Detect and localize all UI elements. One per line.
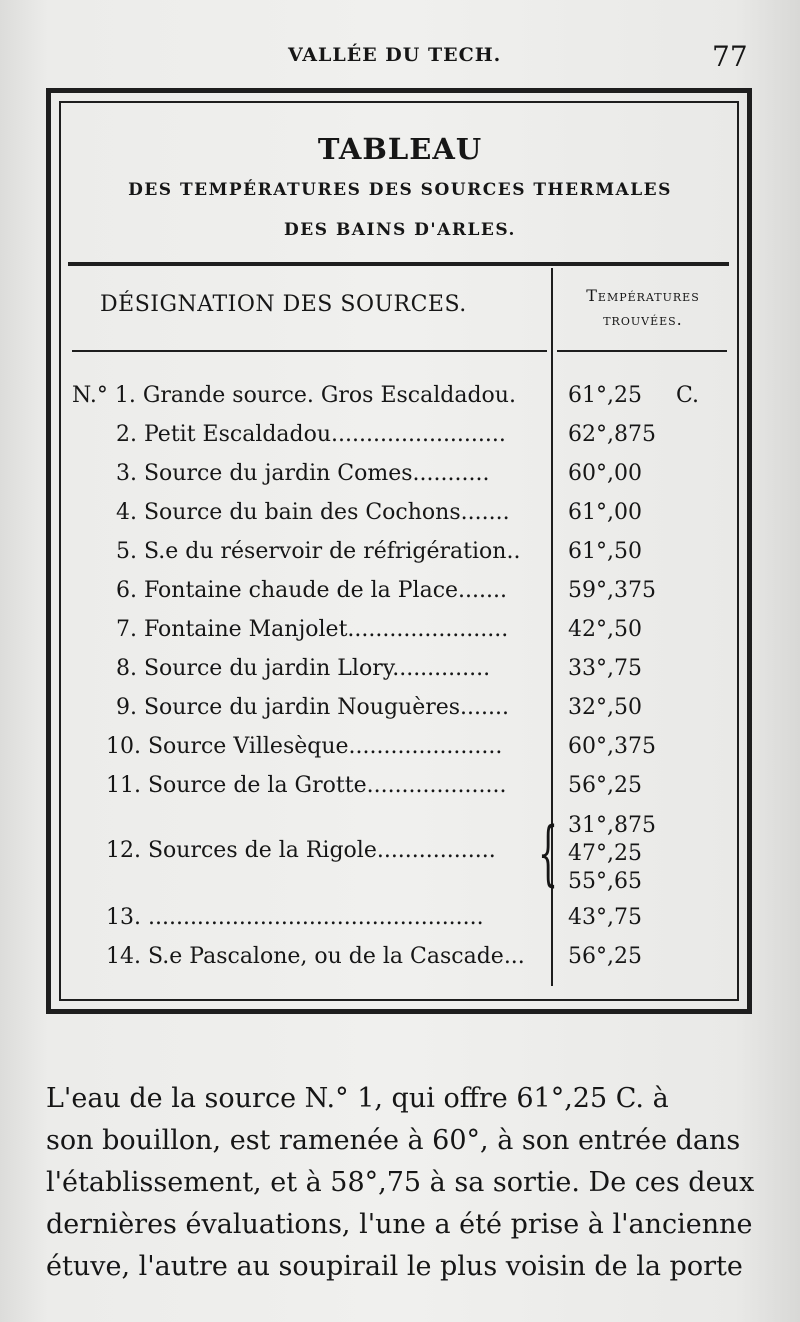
row-temperature: 61°,00 [568, 500, 642, 525]
column-header-rule-left [72, 350, 547, 352]
row-label: 14. S.e Pascalone, ou de la Cascade... [106, 944, 525, 969]
row-temperature: 56°,25 [568, 944, 642, 969]
body-line: L'eau de la source N.° 1, qui offre 61°,25 C. à [46, 1083, 669, 1114]
row-label: 9. Source du jardin Nouguères....... [116, 695, 510, 720]
row-temperature: 32°,50 [568, 695, 642, 720]
row-label: 13. ................................................ [106, 905, 484, 930]
table-row [72, 835, 552, 867]
row-label: 6. Fontaine chaude de la Place....... [116, 578, 507, 603]
row-temperature: 59°,375 [568, 578, 656, 603]
page-header [0, 40, 800, 80]
body-line: dernières évaluations, l'une a été prise à l'ancienne [46, 1209, 753, 1240]
body-line: son bouillon, est ramenée à 60°, à son entrée dans [46, 1125, 741, 1156]
table-row [72, 653, 552, 685]
column-header-temperatures-line2: trouvées. [603, 310, 683, 329]
column-header-designation: DÉSIGNATION DES SOURCES. [100, 292, 467, 317]
row-label: 10. Source Villesèque...................... [106, 734, 503, 759]
running-title: VALLÉE DU TECH. [288, 44, 502, 66]
column-header-temperatures-line1: Températures [586, 286, 700, 305]
row-label: 7. Fontaine Manjolet....................... [116, 617, 509, 642]
row-label: 2. Petit Escaldadou......................... [116, 422, 506, 447]
row-temperature: 55°,65 [568, 869, 642, 894]
row-label: 5. S.e du réservoir de réfrigération.. [116, 539, 521, 564]
table-row [72, 731, 552, 763]
row-temperature: 47°,25 [568, 841, 642, 866]
row-label: 12. Sources de la Rigole................. [106, 838, 496, 863]
table-row [72, 419, 552, 451]
row-label: 11. Source de la Grotte.................... [106, 773, 507, 798]
row-label: N.° 1. Grande source. Gros Escaldadou. [72, 383, 516, 408]
table-row [72, 902, 552, 934]
row-temperature: 31°,875 [568, 813, 656, 838]
body-line: l'établissement, et à 58°,75 à sa sortie. De ces deux [46, 1167, 755, 1198]
temperature-value: 61°,25 [568, 383, 642, 408]
temperature-unit: C. [675, 383, 700, 408]
row-temperature: 42°,50 [568, 617, 642, 642]
table-row [72, 614, 552, 646]
row-temperature: 33°,75 [568, 656, 642, 681]
row-label: 8. Source du jardin Llory.............. [116, 656, 491, 681]
brace-symbol: { [538, 812, 559, 894]
table-subtitle-2: DES BAINS D'ARLES. [284, 220, 516, 240]
body-line: étuve, l'autre au soupirail le plus voisin de la porte [46, 1251, 743, 1282]
row-temperature: 61°,50 [568, 539, 642, 564]
row-label: 3. Source du jardin Comes........... [116, 461, 490, 486]
table-row [72, 770, 552, 802]
row-label: 4. Source du bain des Cochons....... [116, 500, 510, 525]
row-temperature: 62°,875 [568, 422, 656, 447]
table-row [72, 536, 552, 568]
column-header-temperatures [556, 284, 730, 332]
column-header-rule-right [557, 350, 727, 352]
body-paragraph [46, 1078, 756, 1288]
table-title: TABLEAU [317, 132, 483, 166]
table-row [72, 458, 552, 490]
header-rule [68, 262, 729, 266]
table-subtitle-1: DES TEMPÉRATURES DES SOURCES THERMALES [128, 180, 672, 200]
table-row [72, 380, 552, 412]
row-temperature [568, 380, 699, 412]
table-row [72, 941, 552, 973]
row-temperature: 60°,00 [568, 461, 642, 486]
page-number: 77 [712, 40, 748, 73]
table-row [72, 497, 552, 529]
row-temperature: 56°,25 [568, 773, 642, 798]
table-row [72, 575, 552, 607]
row-temperature: 43°,75 [568, 905, 642, 930]
row-temperature: 60°,375 [568, 734, 656, 759]
table-row [72, 692, 552, 724]
